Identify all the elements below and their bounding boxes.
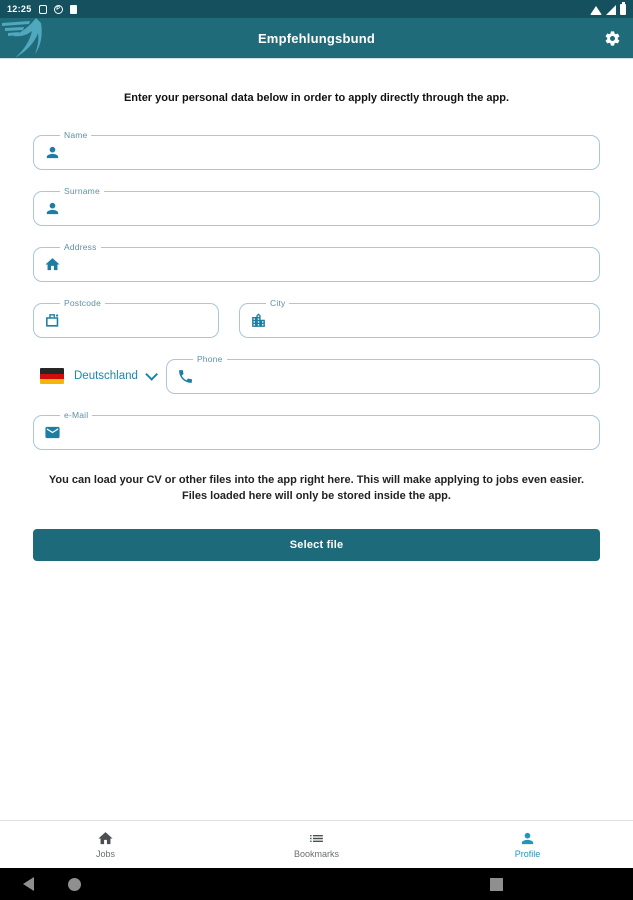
- cell-signal-icon: [606, 5, 616, 15]
- empfehlungsbund-logo: [0, 18, 58, 58]
- tab-profile[interactable]: [422, 821, 633, 868]
- document-icon: [70, 5, 77, 14]
- status-left: [7, 4, 77, 14]
- tab-jobs-label: Jobs: [95, 849, 115, 859]
- status-bar: [0, 0, 633, 18]
- email-field-label: e-Mail: [60, 410, 92, 420]
- name-field-label: Name: [60, 130, 91, 140]
- square-notification-icon: [39, 5, 47, 14]
- city-field-label: City: [266, 298, 289, 308]
- tab-jobs[interactable]: [0, 821, 211, 868]
- phone-field-label: Phone: [193, 354, 227, 364]
- android-nav-bar: [0, 868, 633, 900]
- chevron-down-icon: [145, 368, 158, 381]
- clock: 12:25: [7, 4, 32, 14]
- upload-hint-text: You can load your CV or other files into the app right here. This will make applying to jobs even easier. Files loaded here will only be stored inside the app.: [48, 473, 585, 502]
- address-input[interactable]: [69, 257, 589, 271]
- phone-field[interactable]: [166, 353, 600, 394]
- person-icon: [44, 200, 61, 217]
- surname-field-label: Surname: [60, 186, 104, 196]
- instruction-text: Enter your personal data below in order to apply directly through the app.: [123, 92, 510, 104]
- person-icon: [44, 144, 61, 161]
- battery-icon: [620, 4, 626, 15]
- gear-icon[interactable]: [601, 27, 623, 49]
- circled-p-icon: P: [54, 5, 63, 14]
- phone-row: [33, 353, 600, 394]
- surname-field[interactable]: [33, 185, 600, 226]
- email-icon: [44, 424, 61, 441]
- page-title: Empfehlungsbund: [257, 30, 376, 46]
- city-input[interactable]: [275, 313, 589, 327]
- tab-bookmarks[interactable]: [211, 821, 422, 868]
- home-icon: [97, 830, 114, 847]
- name-input[interactable]: [69, 145, 589, 159]
- personal-data-form: [33, 129, 600, 450]
- person-icon: [519, 830, 536, 847]
- home-icon: [44, 256, 61, 273]
- recents-icon[interactable]: [490, 878, 503, 891]
- phone-input[interactable]: [202, 369, 589, 383]
- name-field[interactable]: [33, 129, 600, 170]
- postcode-field-label: Postcode: [60, 298, 105, 308]
- select-file-button[interactable]: Select file: [33, 529, 600, 561]
- tab-bookmarks-label: Bookmarks: [293, 849, 339, 859]
- email-field[interactable]: [33, 409, 600, 450]
- back-icon[interactable]: [23, 877, 34, 891]
- city-field[interactable]: [239, 297, 600, 338]
- phone-icon: [177, 368, 194, 385]
- address-field-label: Address: [60, 242, 101, 252]
- app-bar: [0, 18, 633, 58]
- postcode-input[interactable]: [69, 313, 208, 327]
- germany-flag-icon: [40, 368, 64, 384]
- profile-form-page: [0, 58, 633, 561]
- surname-input[interactable]: [69, 201, 589, 215]
- postcode-city-row: [33, 297, 600, 338]
- address-field[interactable]: [33, 241, 600, 282]
- city-icon: [250, 312, 267, 329]
- country-selector[interactable]: [33, 368, 166, 384]
- email-input[interactable]: [69, 425, 589, 439]
- wifi-icon: [590, 6, 602, 15]
- postcode-field[interactable]: [33, 297, 219, 338]
- mailbox-icon: [44, 312, 61, 329]
- status-right: [590, 4, 626, 15]
- tab-profile-label: Profile: [514, 849, 541, 859]
- list-icon: [308, 830, 325, 847]
- country-name: Deutschland: [74, 370, 138, 383]
- bottom-navigation: [0, 820, 633, 868]
- home-circle-icon[interactable]: [68, 878, 81, 891]
